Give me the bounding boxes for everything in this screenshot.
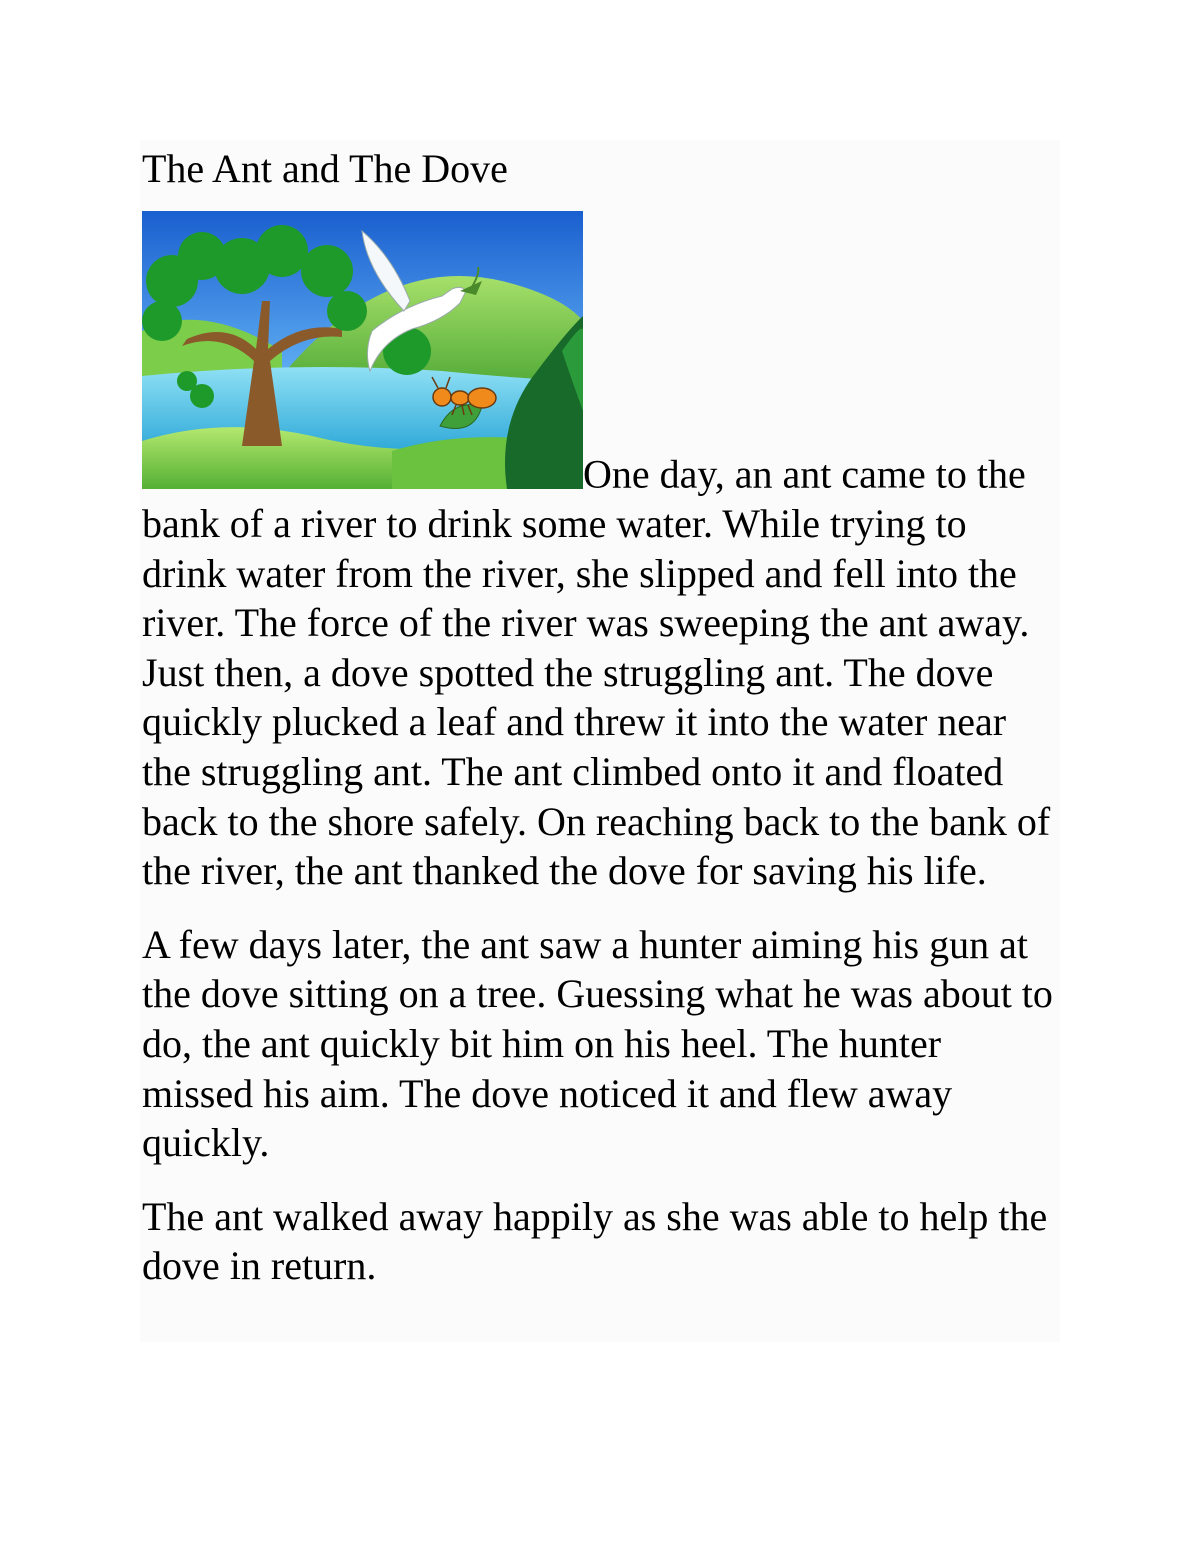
document-body	[140, 140, 1060, 1342]
paragraph-1-text: One day, an ant came to the bank of a river to drink some water. While trying to drink water from the river, she slipped and fell into the river. The force of the river was sweeping the ant away. Just then, a dove spotted the struggling ant. The dove quickly plucked a leaf and threw it into the water near the struggling ant. The ant climbed onto it and floated back to the shore safely. On reaching back to the bank of the river, the ant thanked the dove for saving his life.	[142, 451, 1051, 894]
paragraph-3: The ant walked away happily as she was able to help the dove in return.	[142, 1193, 1048, 1289]
ant-dove-illustration	[142, 211, 583, 489]
paragraph-1	[142, 211, 1060, 896]
story-title: The Ant and The Dove	[142, 146, 508, 191]
paragraph-2: A few days later, the ant saw a hunter aiming his gun at the dove sitting on a tree. Guessing what he was about to do, the ant quickly bit him on his heel. The hunter missed his aim. The dove noticed it and flew away quickly.	[142, 921, 1053, 1166]
